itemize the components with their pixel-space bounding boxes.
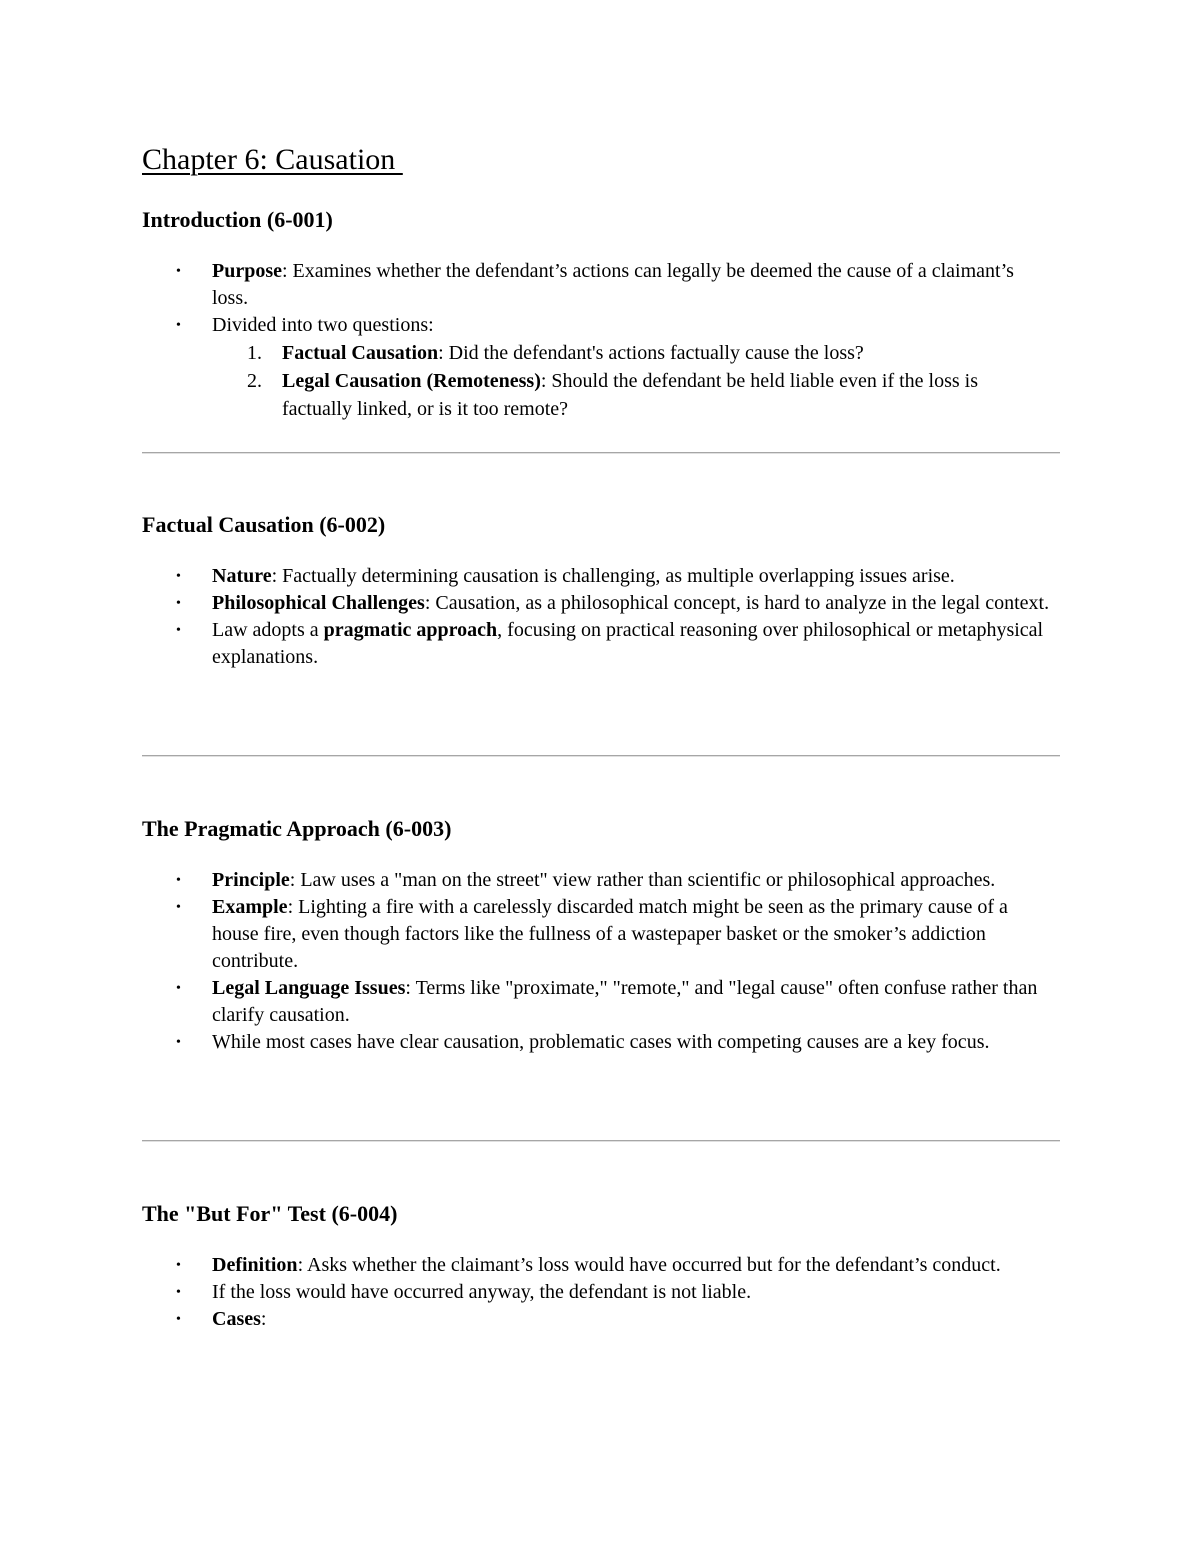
item-text: : Law uses a "man on the street" view rather than scientific or philosophical approaches. — [289, 869, 996, 891]
item-text: : Terms like "proximate," "remote," and "legal cause" often confuse rather than clarify causation. — [212, 977, 1038, 1026]
item-label: pragmatic approach — [323, 619, 498, 641]
bullet-list — [142, 258, 1060, 423]
list-item — [142, 1279, 1060, 1306]
bullet-icon: • — [176, 981, 181, 996]
bullet-icon: • — [176, 623, 181, 638]
horizontal-divider — [142, 452, 1060, 454]
item-label: Legal Language Issues — [212, 977, 406, 999]
item-number: 2. — [247, 370, 262, 392]
bullet-icon: • — [176, 900, 181, 915]
bullet-icon: • — [176, 569, 181, 584]
horizontal-divider — [142, 755, 1060, 757]
item-text: : Should the defendant be held liable even if the loss is factually linked, or is it too remote? — [282, 370, 978, 420]
list-item — [142, 312, 1060, 423]
list-item — [142, 894, 1060, 975]
bullet-icon: • — [176, 318, 181, 333]
numbered-item — [142, 367, 1050, 423]
item-text: If the loss would have occurred anyway, the defendant is not liable. — [212, 1281, 752, 1303]
item-label: Purpose — [212, 260, 282, 282]
list-item — [142, 867, 1060, 894]
item-text: : Lighting a fire with a carelessly discarded match might be seen as the primary cause of a house fire, even though factors like the fullness of a wastepaper basket or the smoker’s addiction contribute. — [212, 896, 1008, 972]
section-heading: The Pragmatic Approach (6-003) — [142, 816, 452, 841]
bullet-list — [142, 563, 1060, 671]
section-pragmatic-approach — [142, 815, 1060, 1056]
horizontal-divider — [142, 1140, 1060, 1142]
section-heading: The "But For" Test (6-004) — [142, 1201, 398, 1226]
item-text: Divided into two questions: — [212, 314, 434, 336]
bullet-icon: • — [176, 596, 181, 611]
section-introduction — [142, 206, 1060, 423]
bullet-icon: • — [176, 873, 181, 888]
item-text-pre: Law adopts a — [212, 619, 324, 641]
chapter-title: Chapter 6: Causation — [142, 143, 403, 176]
numbered-list — [142, 339, 1050, 423]
list-item — [142, 975, 1060, 1029]
list-item — [142, 1306, 1060, 1333]
section-factual-causation — [142, 511, 1060, 671]
item-text: , focusing on practical reasoning over philosophical or metaphysical explanations. — [212, 619, 1044, 668]
item-text: : Causation, as a philosophical concept, is hard to analyze in the legal context. — [424, 592, 1050, 614]
list-item — [142, 617, 1060, 671]
item-text: While most cases have clear causation, problematic cases with competing causes are a key focus. — [212, 1031, 990, 1053]
numbered-item — [142, 339, 1050, 367]
item-text: : Examines whether the defendant’s actions can legally be deemed the cause of a claimant’s loss. — [212, 260, 1014, 309]
list-item — [142, 563, 1060, 590]
list-item — [142, 590, 1060, 617]
list-item — [142, 1252, 1060, 1279]
item-label: Factual Causation — [282, 342, 439, 364]
bullet-list — [142, 1252, 1060, 1333]
item-label: Legal Causation (Remoteness) — [282, 370, 541, 392]
bullet-icon: • — [176, 1285, 181, 1300]
item-label: Example — [212, 896, 288, 918]
item-text: : Did the defendant's actions factually cause the loss? — [438, 342, 864, 364]
item-text: : Factually determining causation is challenging, as multiple overlapping issues arise. — [271, 565, 955, 587]
list-item — [142, 258, 1060, 312]
bullet-icon: • — [176, 1035, 181, 1050]
item-number: 1. — [247, 342, 262, 364]
item-label: Nature — [212, 565, 272, 587]
bullet-icon: • — [176, 264, 181, 279]
bullet-list — [142, 867, 1060, 1056]
section-but-for-test — [142, 1200, 1060, 1333]
item-label: Principle — [212, 869, 290, 891]
item-label: Cases — [212, 1308, 261, 1330]
section-heading: Introduction (6-001) — [142, 207, 333, 232]
list-item — [142, 1029, 1060, 1056]
section-heading: Factual Causation (6-002) — [142, 512, 386, 537]
bullet-icon: • — [176, 1312, 181, 1327]
item-label: Definition — [212, 1254, 298, 1276]
item-label: Philosophical Challenges — [212, 592, 425, 614]
item-text: : — [260, 1308, 267, 1330]
bullet-icon: • — [176, 1258, 181, 1273]
item-text: : Asks whether the claimant’s loss would have occurred but for the defendant’s conduct. — [297, 1254, 1001, 1276]
